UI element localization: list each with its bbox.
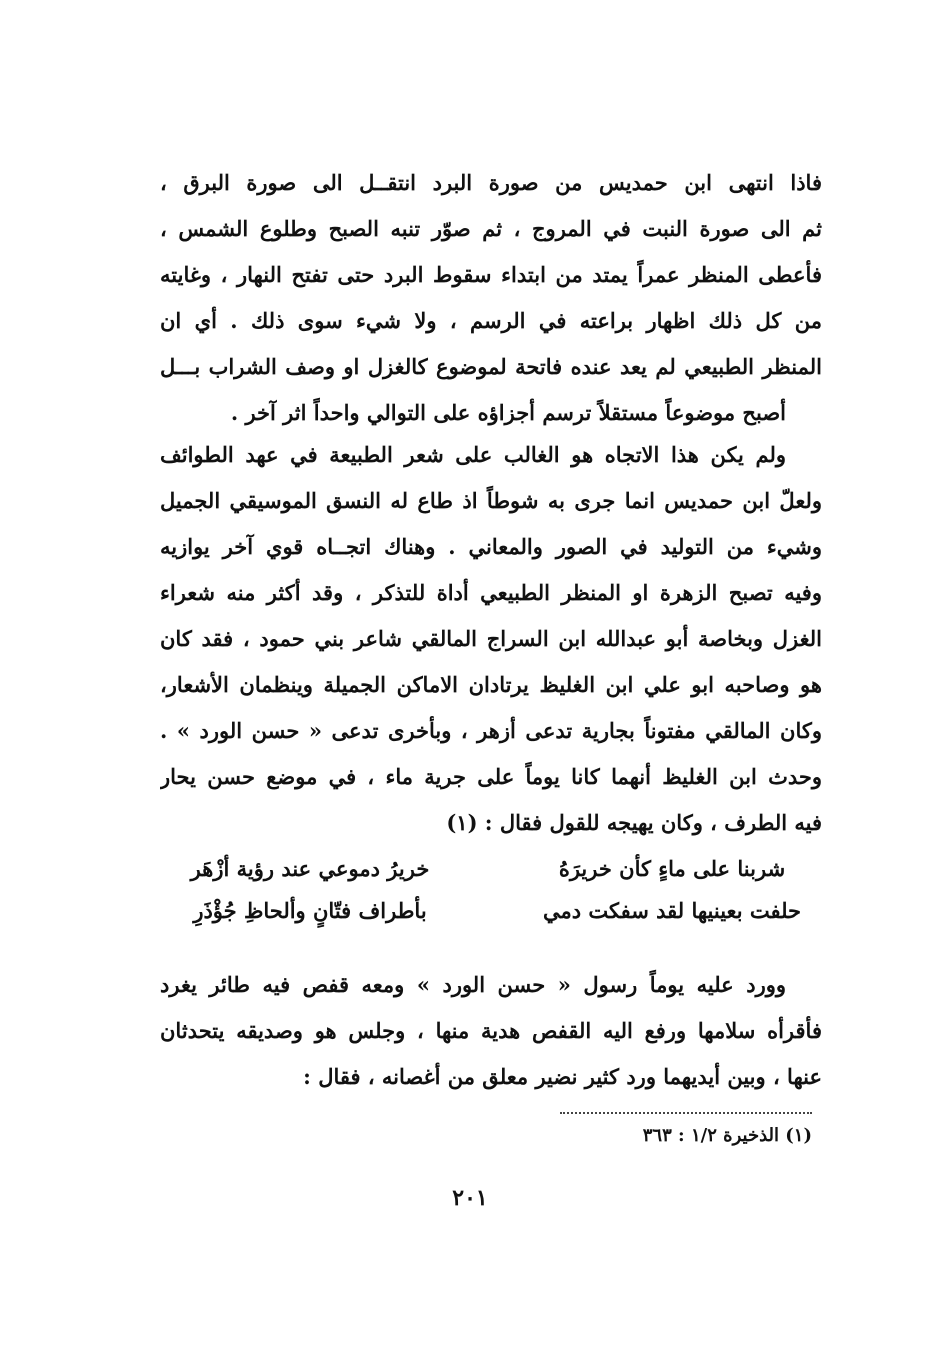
text-line: الغزل وبخاصة أبو عبدالله ابن السراج المالقي شاعر بني حمود ، فقد كان bbox=[160, 626, 822, 651]
text-line: من كل ذلك اظهار براعته في الرسم ، ولا شيء سوى ذلك . أي ان bbox=[160, 308, 822, 333]
text-line: فأقرأه سلامها ورفع اليه القفص هدية منها ، وجلس هو وصديقه يتحدثان bbox=[160, 1018, 822, 1043]
text-line: هو وصاحبه ابو علي ابن الغليظ يرتادان الاماكن الجميلة وينظمان الأشعار، bbox=[160, 672, 822, 697]
text-line: أصبح موضوعاً مستقلاً ترسم أجزاؤه على التوالي واحداً اثر آخر . bbox=[230, 400, 786, 425]
text-line: وحدث ابن الغليظ أنهما كانا يوماً على جرية ماء ، في موضع حسن يحار bbox=[160, 764, 822, 789]
verse-second-hemistich: بأطراف فتّانٍ وألحاظِ جُؤْذَرِ bbox=[193, 898, 427, 923]
text-line: فأعطى المنظر عمراً يمتد من ابتداء سقوط البرد حتى تفتح النهار ، وغايته bbox=[160, 262, 822, 287]
verse-line bbox=[160, 848, 822, 890]
text-line: ثم الى صورة النبت في المروج ، ثم صوّر تنبه الصبح وطلوع الشمس ، bbox=[160, 216, 822, 241]
footnote-divider bbox=[560, 1112, 812, 1114]
page-number: ٢٠١ bbox=[452, 1185, 488, 1211]
text-line: فاذا انتهى ابن حمديس من صورة البرد انتقــل الى صورة البرق ، bbox=[160, 170, 822, 195]
text-line: وفيه تصبح الزهرة او المنظر الطبيعي أداة للتذكر ، وقد أكثر منه شعراء bbox=[160, 580, 822, 605]
poem-verses bbox=[160, 848, 822, 932]
verse-second-hemistich: خريرُ دموعي عند رؤية أزْهَر bbox=[190, 856, 430, 881]
verse-first-hemistich: حلفت بعينيها لقد سفكت دمي bbox=[542, 898, 802, 923]
text-line: ولم يكن هذا الاتجاه هو الغالب على شعر الطبيعة في عهد الطوائف bbox=[160, 442, 786, 467]
text-line: ولعلّ ابن حمديس انما جرى به شوطاً اذ طاع له النسق الموسيقي الجميل bbox=[160, 488, 822, 513]
paragraph-3 bbox=[160, 962, 822, 1100]
text-line: وشيء من التوليد في الصور والمعاني . وهناك اتجــاه قوي آخر يوازيه bbox=[160, 534, 822, 559]
paragraph-1 bbox=[160, 160, 822, 436]
text-line: المنظر الطبيعي لم يعد عنده فاتحة لموضوع كالغزل او وصف الشراب بـــل bbox=[160, 354, 822, 379]
text-line: عنها ، وبين أيديهما ورد كثير نضير معلق من أغصانه ، فقال : bbox=[303, 1064, 822, 1089]
text-line: فيه الطرف ، وكان يهيجه للقول فقال : (١) bbox=[446, 810, 822, 835]
text-line: وورد عليه يوماً رسول « حسن الورد » ومعه قفص فيه طائر يغرد bbox=[160, 972, 786, 997]
text-line: وكان المالقي مفتوناً بجارية تدعى أزهر ، وبأخرى تدعى « حسن الورد » . bbox=[160, 718, 822, 743]
footnote: (١) الذخيرة ١/٢ : ٣٦٣ bbox=[642, 1125, 812, 1146]
verse-first-hemistich: شربنا على ماءٍ كأن خريرَهُ bbox=[558, 856, 786, 881]
paragraph-2 bbox=[160, 432, 822, 846]
verse-line bbox=[160, 890, 822, 932]
